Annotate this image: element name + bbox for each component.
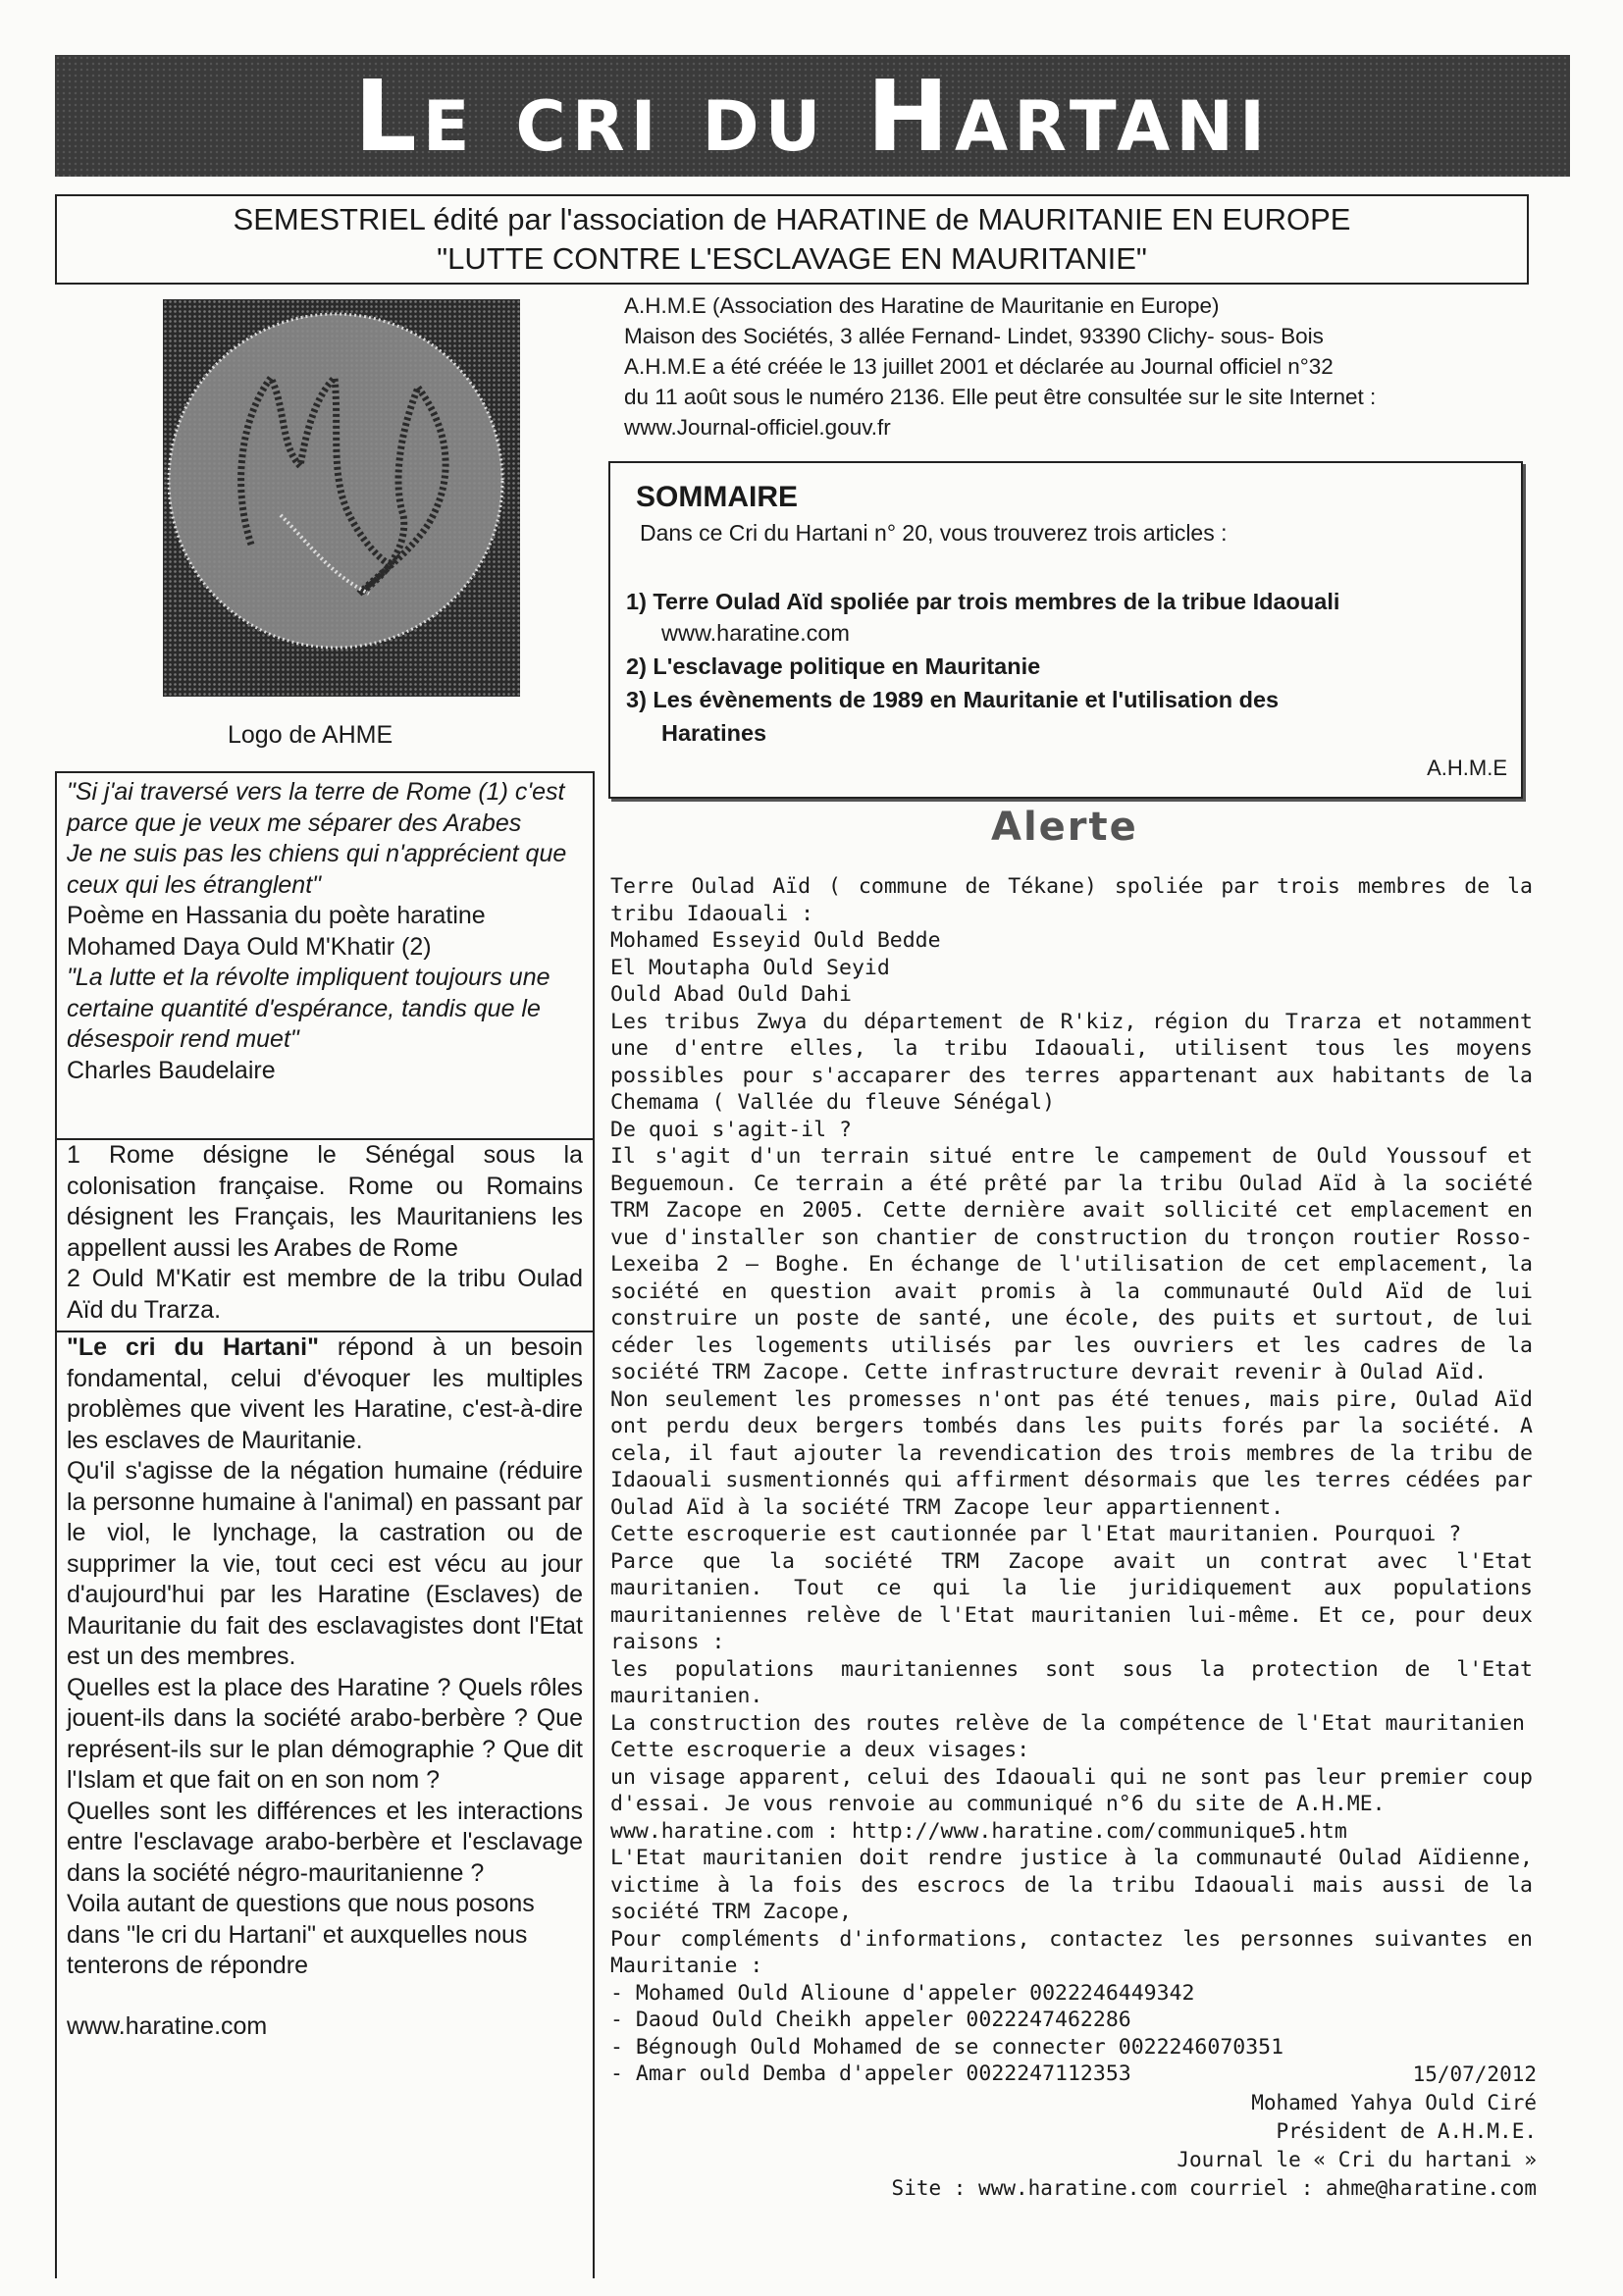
ahme-info-line: Maison des Sociétés, 3 allée Fernand- Lindet, 93390 Clichy- sous- Bois — [624, 324, 1324, 348]
paragraph: Voila autant de questions que nous posons dans "le cri du Hartani" et auxquelles nous tenterons de répondre — [67, 1890, 535, 1979]
signature-name: Mohamed Yahya Ould Ciré — [1251, 2091, 1537, 2114]
footnotes-section — [57, 1138, 593, 1326]
sommaire-item: Haratines — [661, 720, 767, 746]
signature-date: 15/07/2012 — [1412, 2062, 1537, 2086]
logo-caption: Logo de AHME — [228, 721, 393, 749]
paragraph: Quelles sont les différences et les interactions entre l'esclavage arabo-berbère et l'esclavage dans la société négro-mauritanienne ? — [67, 1797, 583, 1887]
alerte-link[interactable]: www.haratine.com : http://www.haratine.com/communique5.htm — [610, 1818, 1347, 1844]
intro-paragraph — [67, 1332, 583, 1456]
alerte-line: Terre Oulad Aïd ( commune de Tékane) spoliée par trois membres de la tribu Idaouali : — [610, 874, 1533, 926]
subtitle-box — [55, 194, 1529, 285]
sommaire-item: 2) L'esclavage politique en Mauritanie — [626, 653, 1041, 679]
alerte-line: El Moutapha Ould Seyid — [610, 955, 890, 980]
alerte-line: Cette escroquerie est cautionnée par l'Etat mauritanien. Pourquoi ? — [610, 1522, 1462, 1546]
intro-section — [57, 1331, 593, 2042]
subtitle-line-1: SEMESTRIEL édité par l'association de HARATINE de MAURITANIE EN EUROPE — [233, 202, 1351, 236]
alerte-line: Cette escroquerie a deux visages: — [610, 1738, 1030, 1762]
paragraph: Qu'il s'agisse de la négation humaine (réduire la personne humaine à l'animal) en passant par le viol, le lynchage, la castration ou de supprimer la vie, tout ceci est vécu au jour d'aujourd'hui par les Haratine (Esclaves) de Mauritanie du fait des esclavagistes dont l'Etat est un des membres. — [67, 1457, 583, 1670]
ahme-logo — [163, 299, 520, 697]
ahme-info-line: A.H.M.E (Association des Haratine de Mauritanie en Europe) — [624, 293, 1220, 318]
signature-block — [610, 2061, 1537, 2203]
ahme-info-line: du 11 août sous le numéro 2136. Elle peut être consultée sur le site Internet : — [624, 385, 1377, 409]
footnote-1: 1 Rome désigne le Sénégal sous la colonisation française. Rome ou Romains désignent les Français, les Mauritaniens les appellent aussi les Arabes de Rome — [67, 1141, 583, 1262]
alerte-line: Les tribus Zwya du département de R'kiz, région du Trarza et notamment une d'entre elles, la tribu Idaouali, utilisent tous les moyens possibles pour s'accaparer des terres appartenant aux habitants de la Chemama ( Vallée du fleuve Sénégal) — [610, 1009, 1533, 1115]
alerte-line: les populations mauritaniennes sont sous la protection de l'Etat mauritanien. — [610, 1656, 1533, 1708]
sommaire-title: SOMMAIRE — [636, 481, 798, 513]
alerte-line: Mohamed Esseyid Ould Bedde — [610, 928, 941, 953]
footnote-2: 2 Ould M'Katir est membre de la tribu Oulad Aïd du Trarza. — [67, 1265, 583, 1324]
ahme-info-line: A.H.M.E a été créée le 13 juillet 2001 et déclarée au Journal officiel n°32 — [624, 354, 1334, 379]
masthead — [55, 55, 1570, 177]
alerte-line: La construction des routes relève de la compétence de l'Etat mauritanien — [610, 1710, 1525, 1736]
sommaire-item: 3) Les évènements de 1989 en Mauritanie et l'utilisation des — [626, 687, 1280, 712]
alerte-line: Parce que la société TRM Zacope avait un contrat avec l'Etat mauritanien. Tout ce qui la lie juridiquement aux populations mauritaniennes relève de l'Etat mauritanien lui-même. Et ce, pour deux raisons : — [610, 1548, 1533, 1654]
logo-emblem-icon — [163, 299, 520, 697]
ahme-info — [624, 290, 1507, 443]
alerte-line: Non seulement les promesses n'ont pas été tenues, mais pire, Oulad Aïd ont perdu deux bergers tombés dans les puits forés par la société. A cela, il faut ajouter la revendication des trois membres de la tribu de Idaouali susmentionnés qui affirment désormais que les terres cédées par Oulad Aïd à la société TRM Zacope leur appartiennent. — [610, 1386, 1533, 1520]
sommaire-intro: Dans ce Cri du Hartani n° 20, vous trouverez trois articles : — [640, 520, 1228, 546]
quote-author: Charles Baudelaire — [67, 1056, 276, 1084]
alerte-article — [610, 873, 1533, 2088]
contact-line: - Daoud Ould Cheikh appeler 0022247462286 — [610, 2008, 1131, 2032]
contact-line: - Bégnough Ould Mohamed de se connecter 0022246070351 — [610, 2034, 1284, 2060]
alerte-title: Alerte — [991, 805, 1138, 850]
baudelaire-quote: "La lutte et la révolte impliquent toujours une certaine quantité d'espérance, tandis que le désespoir rend muet" — [67, 964, 550, 1053]
masthead-title: Le cri du Hartani — [354, 58, 1271, 174]
alerte-line: Pour compléments d'informations, contactez les personnes suivantes en Mauritanie : — [610, 1926, 1533, 1978]
website-link[interactable]: www.haratine.com — [67, 2011, 268, 2040]
signature-contact[interactable]: Site : www.haratine.com courriel : ahme@haratine.com — [891, 2176, 1537, 2200]
poem-line: "Si j'ai traversé vers la terre de Rome (1) c'est parce que je veux me séparer des Arabes — [67, 778, 565, 837]
left-column — [55, 771, 595, 2278]
poem-section — [57, 777, 593, 1086]
contact-line: - Mohamed Ould Alioune d'appeler 0022246449342 — [610, 1980, 1195, 2006]
alerte-line: L'Etat mauritanien doit rendre justice à la communauté Oulad Aïdienne, victime à la fois des escrocs de la tribu Idaouali mais aussi de la société TRM Zacope, — [610, 1846, 1533, 1924]
poem-line: Je ne suis pas les chiens qui n'apprécient que ceux qui les étranglent" — [67, 840, 567, 899]
alerte-line: Ould Abad Ould Dahi — [610, 982, 852, 1007]
contact-line: - Amar ould Demba d'appeler 0022247112353 — [610, 2061, 1131, 2086]
sommaire-sign: A.H.M.E — [1427, 756, 1507, 780]
subtitle-line-2: "LUTTE CONTRE L'ESCLAVAGE EN MAURITANIE" — [437, 241, 1147, 276]
poem-source: Poème en Hassania du poète haratine Mohamed Daya Ould M'Khatir (2) — [67, 902, 486, 961]
ahme-info-line: www.Journal-officiel.gouv.fr — [624, 415, 891, 440]
sommaire-item: 1) Terre Oulad Aïd spoliée par trois membres de la tribue Idaouali — [626, 589, 1340, 614]
paragraph: Quelles est la place des Haratine ? Quels rôles jouent-ils dans la société arabo-berbère ? Que représent-ils sur le plan démographie ? Que dit l'Islam et que fait on en son nom ? — [67, 1673, 583, 1794]
alerte-line: De quoi s'agit-il ? — [610, 1117, 852, 1142]
sommaire-box — [608, 461, 1523, 799]
signature-role: Président de A.H.M.E. — [1276, 2119, 1537, 2143]
intro-text: répond à un besoin fondamental, celui d'évoquer les multiples problèmes que vivent les Haratine, c'est-à-dire les esclaves de Mauritanie. — [67, 1333, 583, 1454]
journal-name: "Le cri du Hartani" — [67, 1333, 319, 1361]
signature-journal: Journal le « Cri du hartani » — [1177, 2148, 1537, 2171]
alerte-line: un visage apparent, celui des Idaouali qui ne sont pas leur premier coup d'essai. Je vous renvoie au communiqué n°6 du site de A.H.ME. — [610, 1764, 1533, 1816]
sommaire-link: www.haratine.com — [661, 620, 850, 646]
alerte-line: Il s'agit d'un terrain situé entre le campement de Ould Youssouf et Beguemoun. Ce terrain a été prêté par la tribu Oulad Aïd à la société TRM Zacope en 2005. Cette dernière avait sollicité cet emplacement en vue d'installer son chantier de construction du tronçon routier Rosso- Lexeiba 2 – Boghe. En échange de l'utilisation de cet emplacement, la société en question avait promis à la communauté Ould Aïd de lui construire un poste de santé, une école, des puits et surtout, de lui céder les logements utilisés par les ouvriers et les cadres de la société TRM Zacope. Cette infrastructure devrait revenir à Oulad Aïd. — [610, 1144, 1533, 1384]
